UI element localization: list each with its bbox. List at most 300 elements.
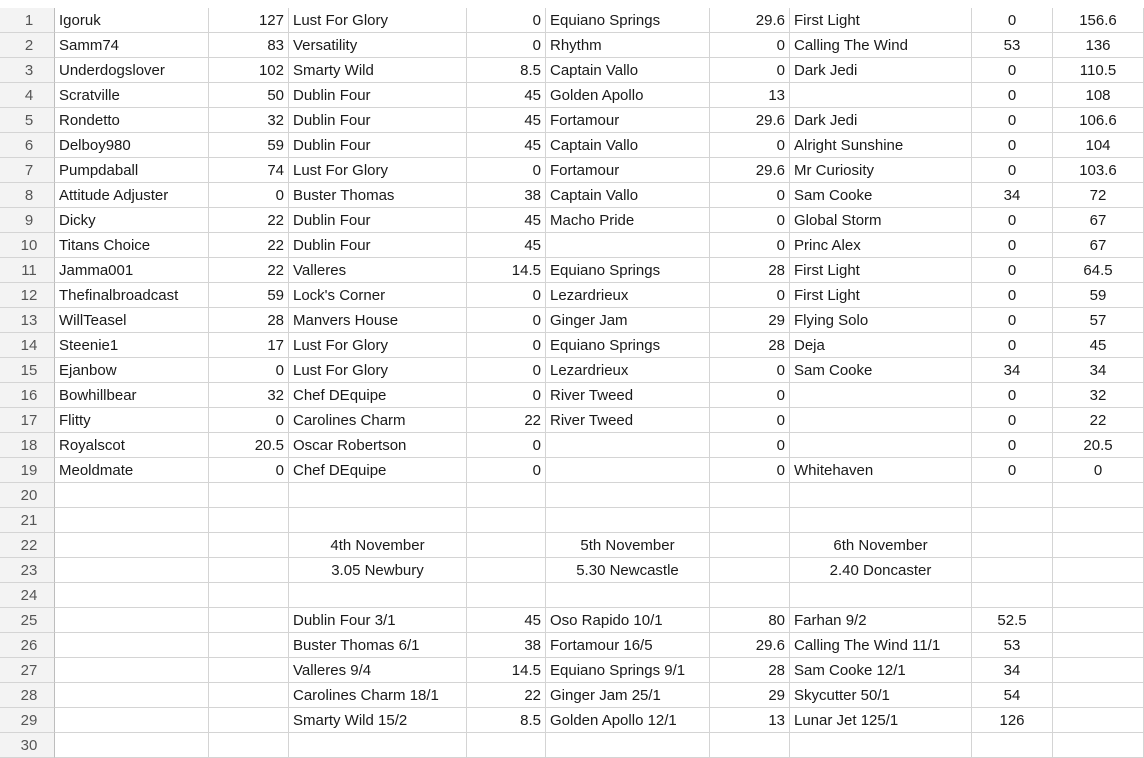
- table-cell[interactable]: 34: [1053, 358, 1144, 383]
- table-cell[interactable]: 29.6: [710, 108, 790, 133]
- table-cell[interactable]: 0: [467, 358, 546, 383]
- table-cell[interactable]: [710, 558, 790, 583]
- table-cell[interactable]: Thefinalbroadcast: [55, 283, 209, 308]
- table-cell[interactable]: [55, 683, 209, 708]
- table-cell[interactable]: 59: [209, 133, 289, 158]
- table-cell[interactable]: Oscar Robertson: [289, 433, 467, 458]
- table-cell[interactable]: [546, 583, 710, 608]
- table-cell[interactable]: 0: [467, 308, 546, 333]
- table-cell[interactable]: 3.05 Newbury: [289, 558, 467, 583]
- table-cell[interactable]: [289, 508, 467, 533]
- table-cell[interactable]: Dublin Four: [289, 233, 467, 258]
- table-cell[interactable]: 0: [972, 283, 1053, 308]
- table-cell[interactable]: 0: [710, 58, 790, 83]
- table-cell[interactable]: 0: [972, 458, 1053, 483]
- row-header[interactable]: 1: [0, 8, 55, 33]
- table-cell[interactable]: [790, 483, 972, 508]
- table-cell[interactable]: 29.6: [710, 158, 790, 183]
- table-cell[interactable]: [710, 508, 790, 533]
- row-header[interactable]: 18: [0, 433, 55, 458]
- table-cell[interactable]: Rondetto: [55, 108, 209, 133]
- table-cell[interactable]: [1053, 533, 1144, 558]
- table-cell[interactable]: 0: [467, 33, 546, 58]
- table-cell[interactable]: Global Storm: [790, 208, 972, 233]
- table-cell[interactable]: Fortamour: [546, 158, 710, 183]
- row-header[interactable]: 20: [0, 483, 55, 508]
- table-cell[interactable]: [1053, 683, 1144, 708]
- table-cell[interactable]: [55, 708, 209, 733]
- row-header[interactable]: 15: [0, 358, 55, 383]
- table-cell[interactable]: 45: [467, 108, 546, 133]
- table-cell[interactable]: [546, 483, 710, 508]
- table-cell[interactable]: [790, 408, 972, 433]
- table-cell[interactable]: [289, 733, 467, 758]
- table-cell[interactable]: [790, 433, 972, 458]
- table-cell[interactable]: Dublin Four: [289, 108, 467, 133]
- table-cell[interactable]: 0: [972, 383, 1053, 408]
- table-cell[interactable]: Lezardrieux: [546, 283, 710, 308]
- row-header[interactable]: 7: [0, 158, 55, 183]
- table-cell[interactable]: Smarty Wild: [289, 58, 467, 83]
- table-cell[interactable]: 0: [710, 133, 790, 158]
- table-cell[interactable]: Royalscot: [55, 433, 209, 458]
- table-cell[interactable]: [546, 508, 710, 533]
- table-cell[interactable]: Lust For Glory: [289, 8, 467, 33]
- table-cell[interactable]: 45: [1053, 333, 1144, 358]
- table-cell[interactable]: 28: [710, 333, 790, 358]
- table-cell[interactable]: Farhan 9/2: [790, 608, 972, 633]
- row-header[interactable]: 30: [0, 733, 55, 758]
- table-cell[interactable]: Princ Alex: [790, 233, 972, 258]
- table-cell[interactable]: River Tweed: [546, 408, 710, 433]
- table-cell[interactable]: 104: [1053, 133, 1144, 158]
- table-cell[interactable]: 0: [710, 283, 790, 308]
- table-cell[interactable]: Carolines Charm: [289, 408, 467, 433]
- table-cell[interactable]: 45: [467, 608, 546, 633]
- row-header[interactable]: 16: [0, 383, 55, 408]
- table-cell[interactable]: [209, 683, 289, 708]
- table-cell[interactable]: 67: [1053, 233, 1144, 258]
- table-cell[interactable]: 52.5: [972, 608, 1053, 633]
- table-cell[interactable]: 0: [972, 83, 1053, 108]
- table-cell[interactable]: Lunar Jet 125/1: [790, 708, 972, 733]
- row-header[interactable]: 3: [0, 58, 55, 83]
- table-cell[interactable]: 110.5: [1053, 58, 1144, 83]
- table-cell[interactable]: 108: [1053, 83, 1144, 108]
- table-cell[interactable]: Dark Jedi: [790, 58, 972, 83]
- table-cell[interactable]: Equiano Springs: [546, 333, 710, 358]
- table-cell[interactable]: 0: [467, 158, 546, 183]
- table-cell[interactable]: 0: [710, 233, 790, 258]
- table-cell[interactable]: [209, 633, 289, 658]
- table-cell[interactable]: 80: [710, 608, 790, 633]
- table-cell[interactable]: 103.6: [1053, 158, 1144, 183]
- table-cell[interactable]: [710, 533, 790, 558]
- table-cell[interactable]: 0: [710, 408, 790, 433]
- row-header[interactable]: 5: [0, 108, 55, 133]
- table-cell[interactable]: 14.5: [467, 258, 546, 283]
- table-cell[interactable]: [1053, 733, 1144, 758]
- table-cell[interactable]: 0: [972, 133, 1053, 158]
- table-cell[interactable]: First Light: [790, 283, 972, 308]
- table-cell[interactable]: Lezardrieux: [546, 358, 710, 383]
- table-cell[interactable]: Chef DEquipe: [289, 458, 467, 483]
- table-cell[interactable]: [972, 483, 1053, 508]
- table-cell[interactable]: 20.5: [209, 433, 289, 458]
- table-cell[interactable]: Dublin Four: [289, 133, 467, 158]
- row-header[interactable]: 8: [0, 183, 55, 208]
- table-cell[interactable]: Mr Curiosity: [790, 158, 972, 183]
- row-header[interactable]: 29: [0, 708, 55, 733]
- table-cell[interactable]: 0: [972, 158, 1053, 183]
- table-cell[interactable]: 5.30 Newcastle: [546, 558, 710, 583]
- table-cell[interactable]: [546, 433, 710, 458]
- table-cell[interactable]: 20.5: [1053, 433, 1144, 458]
- table-cell[interactable]: [289, 483, 467, 508]
- table-cell[interactable]: [1053, 583, 1144, 608]
- table-cell[interactable]: Golden Apollo: [546, 83, 710, 108]
- table-cell[interactable]: [55, 558, 209, 583]
- table-cell[interactable]: Buster Thomas: [289, 183, 467, 208]
- table-cell[interactable]: Underdogslover: [55, 58, 209, 83]
- table-cell[interactable]: 22: [467, 683, 546, 708]
- table-cell[interactable]: Smarty Wild 15/2: [289, 708, 467, 733]
- row-header[interactable]: 10: [0, 233, 55, 258]
- table-cell[interactable]: Meoldmate: [55, 458, 209, 483]
- table-cell[interactable]: Whitehaven: [790, 458, 972, 483]
- table-cell[interactable]: 54: [972, 683, 1053, 708]
- table-cell[interactable]: [1053, 608, 1144, 633]
- table-cell[interactable]: Ginger Jam 25/1: [546, 683, 710, 708]
- table-cell[interactable]: Jamma001: [55, 258, 209, 283]
- table-cell[interactable]: [972, 558, 1053, 583]
- table-cell[interactable]: [1053, 558, 1144, 583]
- table-cell[interactable]: 0: [972, 258, 1053, 283]
- table-cell[interactable]: Samm74: [55, 33, 209, 58]
- table-cell[interactable]: 0: [972, 333, 1053, 358]
- row-header[interactable]: 22: [0, 533, 55, 558]
- table-cell[interactable]: Scratville: [55, 83, 209, 108]
- table-cell[interactable]: 0: [1053, 458, 1144, 483]
- table-cell[interactable]: 136: [1053, 33, 1144, 58]
- table-cell[interactable]: [55, 608, 209, 633]
- table-cell[interactable]: [1053, 658, 1144, 683]
- table-cell[interactable]: [790, 383, 972, 408]
- table-cell[interactable]: 59: [1053, 283, 1144, 308]
- table-cell[interactable]: Chef DEquipe: [289, 383, 467, 408]
- table-cell[interactable]: Lock's Corner: [289, 283, 467, 308]
- table-cell[interactable]: 29: [710, 308, 790, 333]
- row-header[interactable]: 26: [0, 633, 55, 658]
- table-cell[interactable]: [467, 733, 546, 758]
- table-cell[interactable]: Lust For Glory: [289, 333, 467, 358]
- table-cell[interactable]: Flitty: [55, 408, 209, 433]
- row-header[interactable]: 11: [0, 258, 55, 283]
- table-cell[interactable]: [55, 633, 209, 658]
- table-cell[interactable]: [55, 508, 209, 533]
- table-cell[interactable]: Captain Vallo: [546, 133, 710, 158]
- table-cell[interactable]: 6th November: [790, 533, 972, 558]
- table-cell[interactable]: 0: [467, 458, 546, 483]
- table-cell[interactable]: 126: [972, 708, 1053, 733]
- table-cell[interactable]: Valleres: [289, 258, 467, 283]
- table-cell[interactable]: [972, 533, 1053, 558]
- table-cell[interactable]: Bowhillbear: [55, 383, 209, 408]
- table-cell[interactable]: [546, 233, 710, 258]
- table-cell[interactable]: Steenie1: [55, 333, 209, 358]
- table-cell[interactable]: Flying Solo: [790, 308, 972, 333]
- row-header[interactable]: 2: [0, 33, 55, 58]
- table-cell[interactable]: 50: [209, 83, 289, 108]
- table-cell[interactable]: [1053, 633, 1144, 658]
- table-cell[interactable]: [467, 533, 546, 558]
- table-cell[interactable]: [209, 608, 289, 633]
- table-cell[interactable]: Carolines Charm 18/1: [289, 683, 467, 708]
- table-cell[interactable]: [209, 708, 289, 733]
- table-cell[interactable]: Skycutter 50/1: [790, 683, 972, 708]
- table-cell[interactable]: 127: [209, 8, 289, 33]
- table-cell[interactable]: Sam Cooke: [790, 358, 972, 383]
- table-cell[interactable]: [55, 658, 209, 683]
- table-cell[interactable]: 34: [972, 658, 1053, 683]
- table-cell[interactable]: [790, 508, 972, 533]
- table-cell[interactable]: Golden Apollo 12/1: [546, 708, 710, 733]
- table-cell[interactable]: First Light: [790, 258, 972, 283]
- table-cell[interactable]: [209, 533, 289, 558]
- table-cell[interactable]: Titans Choice: [55, 233, 209, 258]
- table-cell[interactable]: [710, 733, 790, 758]
- table-cell[interactable]: [209, 733, 289, 758]
- table-cell[interactable]: 106.6: [1053, 108, 1144, 133]
- table-cell[interactable]: 22: [1053, 408, 1144, 433]
- table-cell[interactable]: [55, 533, 209, 558]
- table-cell[interactable]: Ginger Jam: [546, 308, 710, 333]
- table-cell[interactable]: Calling The Wind 11/1: [790, 633, 972, 658]
- table-cell[interactable]: 0: [710, 33, 790, 58]
- table-cell[interactable]: 34: [972, 183, 1053, 208]
- table-cell[interactable]: 32: [1053, 383, 1144, 408]
- table-cell[interactable]: Lust For Glory: [289, 158, 467, 183]
- table-cell[interactable]: Oso Rapido 10/1: [546, 608, 710, 633]
- table-cell[interactable]: 28: [710, 258, 790, 283]
- table-cell[interactable]: 74: [209, 158, 289, 183]
- table-cell[interactable]: [209, 558, 289, 583]
- table-cell[interactable]: Alright Sunshine: [790, 133, 972, 158]
- table-cell[interactable]: [55, 583, 209, 608]
- table-cell[interactable]: Dublin Four 3/1: [289, 608, 467, 633]
- table-cell[interactable]: [467, 558, 546, 583]
- table-cell[interactable]: 14.5: [467, 658, 546, 683]
- table-cell[interactable]: 22: [209, 208, 289, 233]
- table-cell[interactable]: Equiano Springs 9/1: [546, 658, 710, 683]
- table-cell[interactable]: Fortamour 16/5: [546, 633, 710, 658]
- table-cell[interactable]: 67: [1053, 208, 1144, 233]
- table-cell[interactable]: Captain Vallo: [546, 183, 710, 208]
- table-cell[interactable]: 0: [467, 8, 546, 33]
- table-cell[interactable]: 57: [1053, 308, 1144, 333]
- table-cell[interactable]: 38: [467, 183, 546, 208]
- table-cell[interactable]: 53: [972, 633, 1053, 658]
- table-cell[interactable]: Equiano Springs: [546, 258, 710, 283]
- table-cell[interactable]: 17: [209, 333, 289, 358]
- table-cell[interactable]: 22: [209, 233, 289, 258]
- table-cell[interactable]: Attitude Adjuster: [55, 183, 209, 208]
- table-cell[interactable]: 0: [710, 433, 790, 458]
- table-cell[interactable]: 45: [467, 233, 546, 258]
- table-cell[interactable]: 0: [710, 358, 790, 383]
- table-cell[interactable]: 0: [209, 183, 289, 208]
- table-cell[interactable]: 156.6: [1053, 8, 1144, 33]
- table-cell[interactable]: Lust For Glory: [289, 358, 467, 383]
- table-cell[interactable]: Ejanbow: [55, 358, 209, 383]
- table-cell[interactable]: 0: [972, 308, 1053, 333]
- table-cell[interactable]: [55, 483, 209, 508]
- table-cell[interactable]: 28: [209, 308, 289, 333]
- table-cell[interactable]: 5th November: [546, 533, 710, 558]
- table-cell[interactable]: 0: [209, 358, 289, 383]
- table-cell[interactable]: Dublin Four: [289, 83, 467, 108]
- table-cell[interactable]: 0: [710, 183, 790, 208]
- table-cell[interactable]: Equiano Springs: [546, 8, 710, 33]
- table-cell[interactable]: [790, 83, 972, 108]
- table-cell[interactable]: 83: [209, 33, 289, 58]
- table-cell[interactable]: [1053, 508, 1144, 533]
- table-cell[interactable]: 0: [710, 208, 790, 233]
- table-cell[interactable]: [972, 508, 1053, 533]
- table-cell[interactable]: Deja: [790, 333, 972, 358]
- table-cell[interactable]: [1053, 483, 1144, 508]
- row-header[interactable]: 27: [0, 658, 55, 683]
- row-header[interactable]: 4: [0, 83, 55, 108]
- table-cell[interactable]: [1053, 708, 1144, 733]
- table-cell[interactable]: [467, 483, 546, 508]
- table-cell[interactable]: [710, 583, 790, 608]
- row-header[interactable]: 17: [0, 408, 55, 433]
- table-cell[interactable]: 2.40 Doncaster: [790, 558, 972, 583]
- table-cell[interactable]: Sam Cooke 12/1: [790, 658, 972, 683]
- table-cell[interactable]: 0: [209, 408, 289, 433]
- table-cell[interactable]: Manvers House: [289, 308, 467, 333]
- table-cell[interactable]: Pumpdaball: [55, 158, 209, 183]
- table-cell[interactable]: 0: [467, 283, 546, 308]
- row-header[interactable]: 24: [0, 583, 55, 608]
- table-cell[interactable]: 102: [209, 58, 289, 83]
- table-cell[interactable]: 0: [972, 408, 1053, 433]
- table-cell[interactable]: [209, 483, 289, 508]
- table-cell[interactable]: 8.5: [467, 58, 546, 83]
- table-cell[interactable]: 8.5: [467, 708, 546, 733]
- table-cell[interactable]: 29.6: [710, 633, 790, 658]
- table-cell[interactable]: [790, 733, 972, 758]
- table-cell[interactable]: 13: [710, 83, 790, 108]
- table-cell[interactable]: [467, 508, 546, 533]
- row-header[interactable]: 25: [0, 608, 55, 633]
- table-cell[interactable]: 53: [972, 33, 1053, 58]
- table-cell[interactable]: [209, 658, 289, 683]
- table-cell[interactable]: 0: [710, 383, 790, 408]
- table-cell[interactable]: Versatility: [289, 33, 467, 58]
- row-header[interactable]: 12: [0, 283, 55, 308]
- table-cell[interactable]: 0: [972, 108, 1053, 133]
- table-cell[interactable]: 0: [972, 8, 1053, 33]
- table-cell[interactable]: 0: [972, 233, 1053, 258]
- row-header[interactable]: 9: [0, 208, 55, 233]
- table-cell[interactable]: Macho Pride: [546, 208, 710, 233]
- table-cell[interactable]: First Light: [790, 8, 972, 33]
- table-cell[interactable]: [289, 583, 467, 608]
- table-cell[interactable]: [55, 733, 209, 758]
- table-cell[interactable]: Dublin Four: [289, 208, 467, 233]
- table-cell[interactable]: [546, 458, 710, 483]
- table-cell[interactable]: [546, 733, 710, 758]
- table-cell[interactable]: 45: [467, 83, 546, 108]
- table-cell[interactable]: 34: [972, 358, 1053, 383]
- row-header[interactable]: 21: [0, 508, 55, 533]
- table-cell[interactable]: 22: [467, 408, 546, 433]
- table-cell[interactable]: Captain Vallo: [546, 58, 710, 83]
- table-cell[interactable]: Dicky: [55, 208, 209, 233]
- row-header[interactable]: 28: [0, 683, 55, 708]
- row-header[interactable]: 23: [0, 558, 55, 583]
- table-cell[interactable]: 13: [710, 708, 790, 733]
- table-cell[interactable]: 0: [467, 333, 546, 358]
- table-cell[interactable]: Dark Jedi: [790, 108, 972, 133]
- table-cell[interactable]: Rhythm: [546, 33, 710, 58]
- table-cell[interactable]: 22: [209, 258, 289, 283]
- table-cell[interactable]: 29: [710, 683, 790, 708]
- table-cell[interactable]: WillTeasel: [55, 308, 209, 333]
- table-cell[interactable]: 0: [209, 458, 289, 483]
- table-cell[interactable]: [972, 733, 1053, 758]
- row-header[interactable]: 19: [0, 458, 55, 483]
- table-cell[interactable]: [710, 483, 790, 508]
- table-cell[interactable]: 28: [710, 658, 790, 683]
- table-cell[interactable]: 45: [467, 133, 546, 158]
- table-cell[interactable]: 38: [467, 633, 546, 658]
- table-cell[interactable]: 29.6: [710, 8, 790, 33]
- table-cell[interactable]: 72: [1053, 183, 1144, 208]
- table-cell[interactable]: 0: [467, 383, 546, 408]
- table-cell[interactable]: 45: [467, 208, 546, 233]
- table-cell[interactable]: 64.5: [1053, 258, 1144, 283]
- table-cell[interactable]: [467, 583, 546, 608]
- row-header[interactable]: 14: [0, 333, 55, 358]
- row-header[interactable]: 13: [0, 308, 55, 333]
- table-cell[interactable]: 0: [972, 433, 1053, 458]
- table-cell[interactable]: 32: [209, 383, 289, 408]
- table-cell[interactable]: Igoruk: [55, 8, 209, 33]
- table-cell[interactable]: [209, 583, 289, 608]
- table-cell[interactable]: Delboy980: [55, 133, 209, 158]
- table-cell[interactable]: 0: [972, 58, 1053, 83]
- table-cell[interactable]: Valleres 9/4: [289, 658, 467, 683]
- table-cell[interactable]: 0: [710, 458, 790, 483]
- table-cell[interactable]: 59: [209, 283, 289, 308]
- table-cell[interactable]: [972, 583, 1053, 608]
- table-cell[interactable]: River Tweed: [546, 383, 710, 408]
- table-cell[interactable]: [790, 583, 972, 608]
- table-cell[interactable]: Buster Thomas 6/1: [289, 633, 467, 658]
- table-cell[interactable]: [209, 508, 289, 533]
- table-cell[interactable]: 0: [972, 208, 1053, 233]
- table-cell[interactable]: 0: [467, 433, 546, 458]
- row-header[interactable]: 6: [0, 133, 55, 158]
- table-cell[interactable]: Calling The Wind: [790, 33, 972, 58]
- table-cell[interactable]: Fortamour: [546, 108, 710, 133]
- table-cell[interactable]: Sam Cooke: [790, 183, 972, 208]
- table-cell[interactable]: 4th November: [289, 533, 467, 558]
- table-cell[interactable]: 32: [209, 108, 289, 133]
